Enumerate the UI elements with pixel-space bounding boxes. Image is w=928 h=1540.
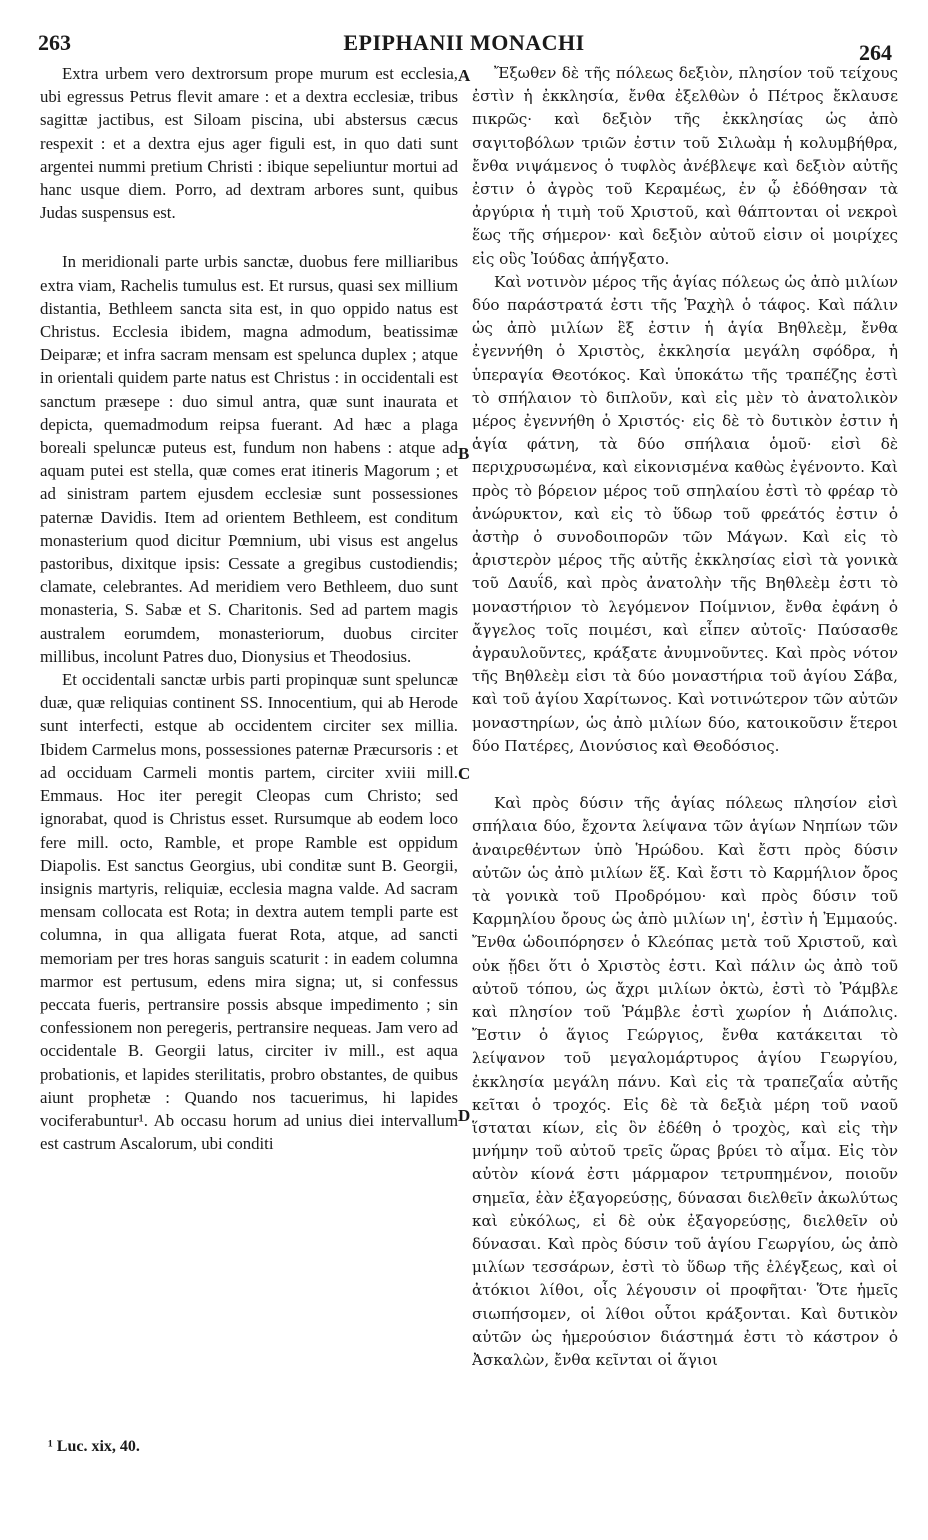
latin-paragraph-2: In meridionali parte urbis sanctæ, duobus fere milliaribus extra viam, Rachelis tumulus est. Et rursus, quasi sex millium distantia, Bethleem sancta sita est, in quo oppido natus est Christus. Ecclesia ibidem, magna admodum, beatissimæ Deiparæ; et infra sacram mensam est spelunca duplex ; atque in orientali quidem parte natus est Christus : in occidentali est sanctum præsepe : duo simul antra, quæ sunt inaurata et depicta, quemadmodum reipsa fuerant. Ad hæc a plaga boreali speluncæ puteus est, fundum non habens : atque ad aquam putei est stella, quæ comes erat itineris Magorum ; et ad sinistram partem ejusdem ecclesiæ sunt possessiones paternæ Davidis. Item ad orientem Bethleem, est conditum monasterium quod dicitur Pœmnium, ubi visus est angelus pastoribus, dixitque ipsis: Cessate a gregibus custodiendis; clamate, celebrantes. Ad meridiem vero Bethleem, duo sunt monasteria, S. Sabæ et S. Charitonis. Sed ad partem magis australem eorumdem, monasteriorum, duobus circiter millibus, incolunt Patres duo, Dionysius et Theodosius. — [40, 252, 458, 666]
greek-paragraph-2: Καὶ νοτινὸν μέρος τῆς ἁγίας πόλεως ὡς ἀπὸ μιλίων δύο παράστρατά ἐστι τῆς Ῥαχὴλ ὁ τάφος. Καὶ πάλιν ὡς ἀπὸ μιλίων ἓξ ἐστιν ἡ ἁγία Βηθλεὲμ, ἔνθα ἐγεννήθη ὁ Χριστὸς, ἐκκλησία μεγάλη σφόδρα, ἡ ὑπεραγία Θεοτόκος. Καὶ ὑποκάτω τῆς τραπέζης ἐστὶ τὸ σπήλαιον τὸ διπλοῦν, καὶ εἰς μὲν τὸ ἀνατολικὸν μέρος ἐγεννήθη ὁ Χριστός· εἰς δὲ τὸ δυτικὸν ἐστιν ἡ ἁγία φάτνη, τὰ δύο σπήλαια ὁμοῦ· εἰσὶ δὲ περιχρυσωμένα, καὶ εἰκονισμένα καθὼς ἐγένοντο. Καὶ πρὸς τὸ βόρειον μέρος τοῦ σπηλαίου ἐστὶ τὸ φρέαρ τὸ ἀνώρυκτον, καὶ εἰς τὸ ὕδωρ τοῦ φρεάτός ἐστιν ὁ ἀστὴρ ὁ συνοδοιπορῶν τῶν Μάγων. Καὶ εἰς τὸ ἀριστερὸν μέρος τῆς αὐτῆς ἐκκλησίας εἰσὶ τὰ γονικὰ τοῦ Δαυΐδ, καὶ πρὸς ἀνατολὴν τῆς Βηθλεὲμ ἐστι τὸ μοναστήριον τὸ λεγόμενον Ποίμνιον, ἔνθα ἐφάνη ὁ ἄγγελος τοῖς ποιμέσι, καὶ εἶπεν αὐτοῖς· Παύσασθε ἀγραυλοῦντες, κράξατε ἀνυμνοῦντες. Καὶ πρὸς νότον τῆς Βηθλεὲμ εἰσι τὰ δύο μοναστήρια τοῦ ἁγίου Σάβα, καὶ τοῦ ἁγίου Χαρίτωνος. Καὶ νοτινώτερον τῶν αὐτῶν μοναστηρίων, ὡς ἀπὸ μιλίων δύο, κατοικοῦσιν ἕτεροι δύο Πατέρες, Διονύσιος καὶ Θεοδόσιος. — [472, 272, 898, 755]
running-title: EPIPHANII MONACHI — [343, 30, 585, 55]
footnote: ¹ Luc. xix, 40. — [48, 1438, 140, 1455]
margin-marker-b: B — [458, 444, 470, 463]
greek-column — [472, 62, 898, 1372]
page-number-right: 264 — [859, 40, 892, 65]
margin-marker-c: C — [458, 764, 471, 783]
margin-marker-a: A — [458, 66, 471, 85]
margin-marker-d: D — [458, 1106, 471, 1125]
latin-paragraph-3: Et occidentali sanctæ urbis parti propinquæ sunt speluncæ duæ, quæ reliquias continent SS. Innocentium, qui ab Herode sunt interfecti, estque ab occidentem circiter sex millia. Ibidem Carmelus mons, possessiones paternæ Præcursoris : et ad occiduam Carmeli montis partem, circiter xviii mill. Emmaus. Hoc iter peregit Cleopas cum Christo; sed ignorabat, quod is Christus esset. Rursumque ab eodem loco fere mill. octo, Ramble, et prope Ramble est oppidum Diapolis. Est sanctus Georgius, ubi conditæ sunt B. Georgii, insignis martyris, reliquiæ, ecclesia magna valde. Ad sacram mensam collocata est Rota; in dextra autem templi parte est columna, in qua alligata fuerat Rota, atque, ad sancti memoriam per tres horas sanguis scaturit : in eadem columna marmor est pertusum, edens mira signa; ut, si confessus peccata fueris, pertransire possis absque impedimento ; sin confessionem non peregeris, pertransire nequeas. Jam vero ad occidentale B. Georgii latus, circiter iv mill., est aqua probationis, et lapides sterilitatis, probro obstantes, de quibus aiunt prophetæ : Quando nos tacuerimus, hi lapides vociferabuntur¹. Ab occasu horum ad unius diei intervallum est castrum Ascalorum, ubi conditi — [40, 670, 458, 1154]
greek-paragraph-3: Καὶ πρὸς δύσιν τῆς ἁγίας πόλεως πλησίον εἰσὶ σπήλαια δύο, ἔχοντα λείψανα τῶν ἁγίων Νηπίων τῶν ἀναιρεθέντων ὑπὸ Ἡρώδου. Καὶ ἔστι πρὸς δύσιν αὐτῶν ὡς ἀπὸ μιλίων ἕξ. Καὶ ἔστι τὸ Καρμήλιον ὄρος τὰ γονικὰ τοῦ Προδρόμου· καὶ πρὸς δύσιν τοῦ Καρμηλίου ὄρους ὡς ἀπὸ μιλίων ιη', ἐστὶν ἡ Ἐμμαούς. Ἔνθα ὡδοιπόρησεν ὁ Κλεόπας μετὰ τοῦ Χριστοῦ, καὶ οὐκ ᾔδει ὅτι ὁ Χριστὸς ἐστι. Καὶ πάλιν ὡς ἀπὸ τοῦ αὐτοῦ τόπου, ὡς ἄχρι μιλίων ὀκτὼ, ἐστὶ τὸ Ῥάμβλε καὶ πλησίον τοῦ Ῥάμβλε ἐστὶ χωρίον ἡ Διάπολις. Ἔστιν ὁ ἅγιος Γεώργιος, ἔνθα κατάκειται τὸ λείψανον τοῦ μεγαλομάρτυρος ἁγίου Γεωργίου, ἐκκλησία μεγάλη πάνυ. Καὶ εἰς τὰ τραπεζαΐα αὐτῆς κεῖται ὁ τροχός. Εἰς δὲ τὰ δεξιὰ μέρη τοῦ ναοῦ ἵσταται κίων, εἰς ὃν ἐδέθη ὁ τροχὸς, καὶ εἰς τὴν μνήμην τοῦ αὐτοῦ τρεῖς ὥρας βρύει τὸ αἷμα. Εἰς τὸν αὐτὸν κίονά ἐστι μάρμαρον τετρυπημένον, ποιοῦν σημεῖα, ἐὰν ἐξαγορεύσῃς, δύνασαι διελθεῖν ἀκωλύτως καὶ εὐκόλως, εἰ δὲ οὐκ ἐξαγορεύσῃς, διελθεῖν οὐ δύνασαι. Καὶ πρὸς δύσιν τοῦ ἁγίου Γεωργίου, ὡς ἀπὸ μιλίων τεσσάρων, ἐστὶ τὸ ὕδωρ τῆς ἐλέγξεως, καὶ οἱ ἀτόκιοι λίθοι, οἷς λέγουσιν οἱ προφῆται· Ὅτε ἡμεῖς σιωπήσομεν, οἱ λίθοι οὗτοι κράξονται. Καὶ δυτικὸν αὐτῶν ὡς ἡμερούσιον διάστημά ἐστι τὸ κάστρον ὁ Ἀσκαλὼν, ἔνθα κεῖνται οἱ ἅγιοι — [472, 794, 898, 1369]
greek-paragraph-1: Ἔξωθεν δὲ τῆς πόλεως δεξιὸν, πλησίον τοῦ τείχους ἐστὶν ἡ ἐκκλησία, ἔνθα ἐξελθὼν ὁ Πέτρος ἔκλαυσε πικρῶς· καὶ δεξιὸν τῆς ἐκκλησίας ὡς ἀπὸ σαγιτοβόλων τριῶν ἐστιν τοῦ Σιλωὰμ ἡ κολυμβήθρα, ἔνθα νιψάμενος ὁ τυφλὸς ἀνέβλεψε καὶ δεξιὸν αὐτῆς ἐστιν ὁ ἀγρὸς τοῦ Κεραμέως, ἐν ᾧ ἐδόθησαν τὰ ἀργύρια ἡ τιμὴ τοῦ Χριστοῦ, καὶ θάπτονται οἱ νεκροὶ ἕως τῆς σήμερον· καὶ δεξιὸν αὐτοῦ εἰσιν οἱ μοιρίχες εἰς οὓς Ἰούδας ἀπήγξατο. — [472, 64, 898, 268]
latin-column — [40, 62, 458, 1155]
page-number-left: 263 — [38, 30, 71, 55]
running-header — [0, 22, 928, 65]
latin-paragraph-1: Extra urbem vero dextrorsum prope murum est ecclesia, ubi egressus Petrus flevit amare : et a dextra ecclesiæ, tribus sagittæ jactibus, est Siloam piscina, ubi abstersus cæcus respexit : et a dextra ejus ager figuli est, in quo dati sunt argentei nummi pretium Christi : ibique sepeliuntur mortui ad hanc usque diem. Porro, ad dextram arbores sunt, quibus Judas suspensus est. — [40, 64, 458, 223]
